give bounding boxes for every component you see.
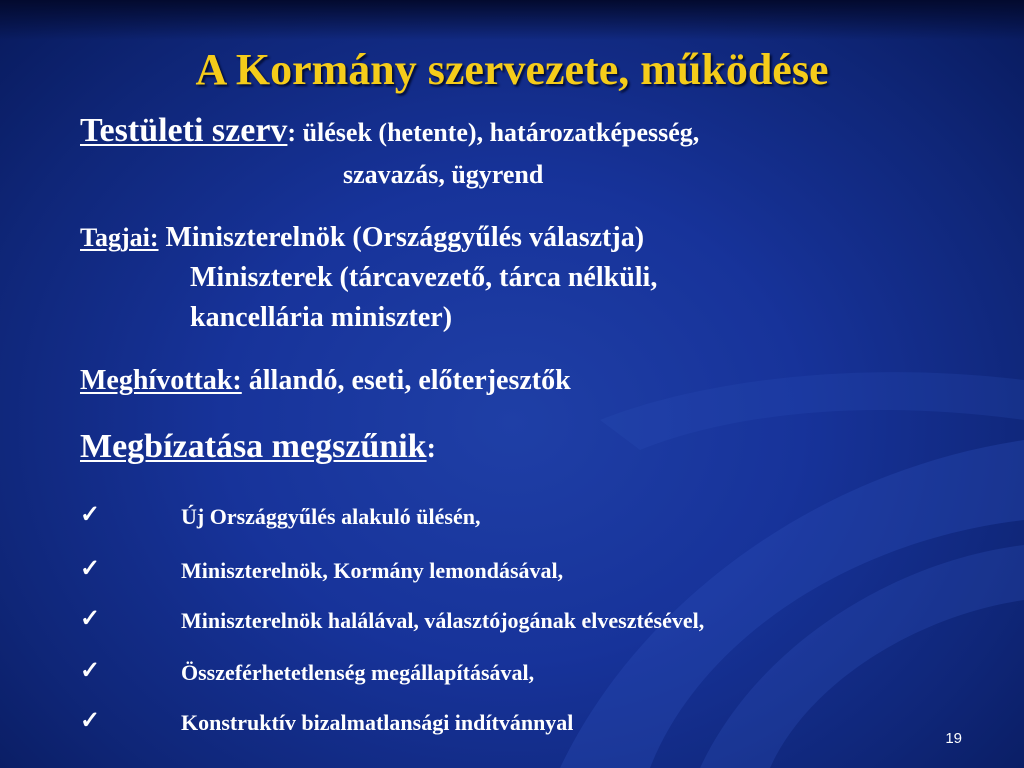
list-item: Miniszterelnök halálával, választójogának elvesztésével, xyxy=(181,608,705,633)
tagjai-row xyxy=(80,222,644,254)
megbizatas-colon: : xyxy=(426,433,436,464)
tagjai-text-1: Miniszterelnök (Országgyűlés választja) xyxy=(158,222,645,253)
testuleti-row xyxy=(80,112,699,150)
megbizatas-label: Megbízatása megszűnik xyxy=(80,428,427,465)
list-item: Új Országgyűlés alakuló ülésén, xyxy=(181,504,481,529)
tagjai-label: Tagjai: xyxy=(80,223,159,252)
meghivottak-text: állandó, eseti, előterjesztők xyxy=(241,365,571,396)
list-item: Miniszterelnök, Kormány lemondásával, xyxy=(181,558,564,583)
slide-title: A Kormány szervezete, működése xyxy=(195,45,829,94)
check-icon: ✓ xyxy=(80,708,101,734)
check-icon: ✓ xyxy=(80,658,101,684)
list-item: Konstruktív bizalmatlansági indítvánnyal xyxy=(181,710,574,735)
megbizatas-row xyxy=(80,428,436,466)
page-number: 19 xyxy=(945,730,962,747)
list-item: Összeférhetetlenség megállapításával, xyxy=(181,660,535,685)
tagjai-text-3: kancellária miniszter) xyxy=(190,302,453,333)
tagjai-text-2: Miniszterek (tárcavezető, tárca nélküli, xyxy=(190,262,658,293)
check-icon: ✓ xyxy=(80,502,101,528)
meghivottak-row xyxy=(80,365,571,397)
testuleti-text-2: szavazás, ügyrend xyxy=(343,160,544,189)
testuleti-label: Testületi szerv xyxy=(80,112,288,149)
top-dark-band xyxy=(0,0,1024,40)
meghivottak-label: Meghívottak: xyxy=(80,365,242,396)
testuleti-text-1: : ülések (hetente), határozatképesség, xyxy=(287,118,700,147)
check-icon: ✓ xyxy=(80,606,101,632)
check-icon: ✓ xyxy=(80,556,101,582)
